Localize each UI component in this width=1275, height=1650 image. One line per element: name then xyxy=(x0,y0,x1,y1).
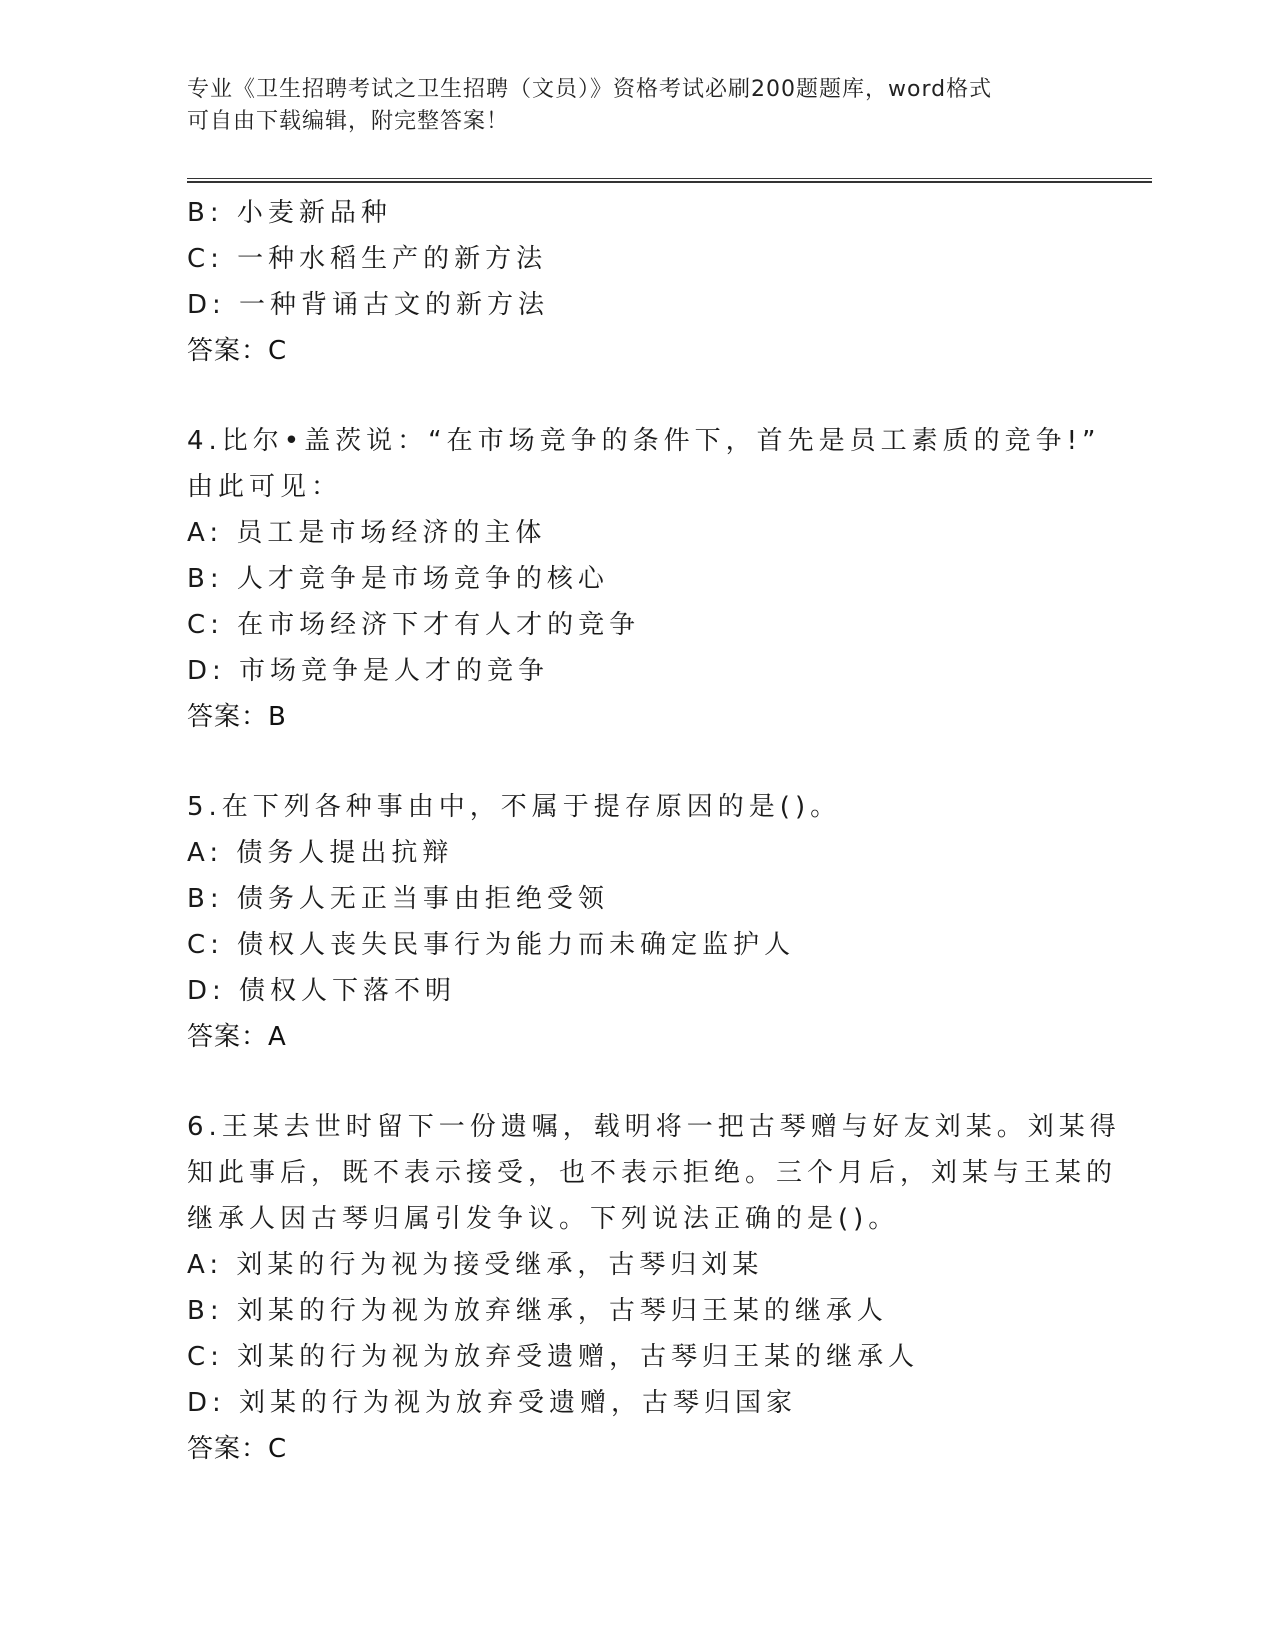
option-c: C: 在市场经济下才有人才的竞争 xyxy=(187,610,641,640)
answer-label: 答案：A xyxy=(187,1022,287,1052)
option-d: D: 债权人下落不明 xyxy=(187,976,457,1006)
question-6-block xyxy=(187,1104,1121,1472)
page-header xyxy=(187,74,1067,138)
question-5-block xyxy=(187,784,1087,1060)
option-c: C: 一种水稻生产的新方法 xyxy=(187,244,548,274)
answer-label: 答案：C xyxy=(187,1434,288,1464)
option-b: B: 小麦新品种 xyxy=(187,198,392,228)
option-d: D: 刘某的行为视为放弃受遗赠，古琴归国家 xyxy=(187,1388,798,1418)
option-b: B: 刘某的行为视为放弃继承，古琴归王某的继承人 xyxy=(187,1296,888,1326)
header-divider xyxy=(187,178,1152,183)
option-a: A: 刘某的行为视为接受继承，古琴归刘某 xyxy=(187,1250,764,1280)
question-stem: 5.在下列各种事由中，不属于提存原因的是()。 xyxy=(187,792,842,822)
header-line-2: 可自由下载编辑，附完整答案！ xyxy=(187,109,510,134)
option-c: C: 债权人丧失民事行为能力而未确定监护人 xyxy=(187,930,796,960)
question-list xyxy=(187,190,1121,1472)
question-stem: 知此事后，既不表示接受，也不表示拒绝。三个月后，刘某与王某的 xyxy=(187,1158,1118,1188)
question-stem: 4.比尔•盖茨说：“在市场竞争的条件下，首先是员工素质的竞争!” xyxy=(187,426,1101,456)
spacer xyxy=(187,740,1087,784)
option-c: C: 刘某的行为视为放弃受遗赠，古琴归王某的继承人 xyxy=(187,1342,920,1372)
question-4-block xyxy=(187,418,1101,740)
option-b: B: 债务人无正当事由拒绝受领 xyxy=(187,884,609,914)
question-stem: 由此可见： xyxy=(187,472,343,502)
spacer xyxy=(187,1060,1087,1104)
header-line-1: 专业《卫生招聘考试之卫生招聘（文员）》资格考试必刷200题题库，word格式 xyxy=(187,77,993,102)
spacer xyxy=(187,374,1087,418)
answer-label: 答案：C xyxy=(187,336,288,366)
option-a: A: 债务人提出抗辩 xyxy=(187,838,454,868)
question-stem: 6.王某去世时留下一份遗嘱，载明将一把古琴赠与好友刘某。刘某得 xyxy=(187,1112,1121,1142)
option-d: D: 市场竞争是人才的竞争 xyxy=(187,656,550,686)
option-b: B: 人才竞争是市场竞争的核心 xyxy=(187,564,609,594)
question-stem: 继承人因古琴归属引发争议。下列说法正确的是()。 xyxy=(187,1204,900,1234)
answer-label: 答案：B xyxy=(187,702,287,732)
question-3-block xyxy=(187,190,1087,374)
option-a: A: 员工是市场经济的主体 xyxy=(187,518,547,548)
option-d: D: 一种背诵古文的新方法 xyxy=(187,290,550,320)
